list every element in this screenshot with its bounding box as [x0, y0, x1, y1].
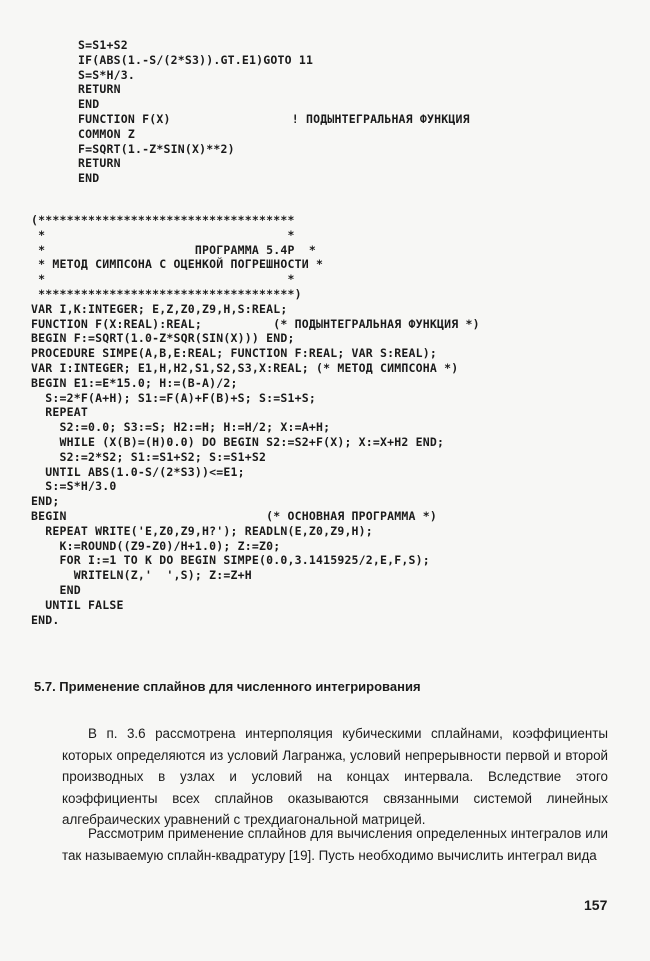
pascal-code-line: VAR I,K:INTEGER; E,Z,Z0,Z9,H,S:REAL; — [31, 301, 288, 316]
pascal-code-line: WRITELN(Z,' ',S); Z:=Z+H — [31, 568, 252, 583]
pascal-code-line: * МЕТОД СИМПСОНА С ОЦЕНКОЙ ПОГРЕШНОСТИ * — [31, 257, 324, 272]
fortran-code-listing — [78, 38, 470, 186]
pascal-code-line: REPEAT — [31, 405, 88, 420]
pascal-code-line: BEGIN (* ОСНОВНАЯ ПРОГРАММА *) — [31, 508, 438, 523]
pascal-code-line: FUNCTION F(X:REAL):REAL; (* ПОДЫНТЕГРАЛЬНАЯ ФУНКЦИЯ *) — [31, 316, 480, 331]
pascal-code-line: BEGIN E1:=E*15.0; H:=(B-A)/2; — [31, 375, 238, 390]
fortran-code-line: COMMON Z — [78, 126, 135, 141]
fortran-code-line: S=S1+S2 — [78, 38, 128, 52]
pascal-code-line: PROCEDURE SIMPE(A,B,E:REAL; FUNCTION F:REAL; VAR S:REAL); — [31, 346, 438, 361]
pascal-code-line: REPEAT WRITE('E,Z0,Z9,H?'); READLN(E,Z0,Z9,H); — [31, 523, 373, 538]
fortran-code-line: S=S*H/3. — [78, 67, 135, 82]
pascal-code-line: UNTIL FALSE — [31, 597, 124, 612]
pascal-code-line: END — [31, 582, 81, 597]
pascal-code-line: S2:=0.0; S3:=S; H2:=H; H:=H/2; X:=A+H; — [31, 420, 331, 435]
fortran-code-line: F=SQRT(1.-Z*SIN(X)**2) — [78, 141, 235, 156]
pascal-code-line: * * — [31, 227, 295, 242]
body-paragraph-2: Рассмотрим применение сплайнов для вычисления определенных интегралов или так называемую сплайн-квадратуру [19]. Пусть необходимо вычислить интеграл вида — [62, 826, 608, 863]
page-number: 157 — [584, 897, 608, 913]
fortran-code-line: RETURN — [78, 156, 121, 171]
pascal-code-line: END; — [31, 494, 60, 509]
section-heading: 5.7. Применение сплайнов для численного интегрирования — [34, 679, 421, 694]
pascal-code-line: END. — [31, 612, 60, 627]
fortran-code-line: END — [78, 97, 100, 112]
fortran-code-line: FUNCTION F(X) ! ПОДЫНТЕГРАЛЬНАЯ ФУНКЦИЯ — [78, 111, 470, 126]
pascal-code-line: * * — [31, 272, 295, 287]
body-paragraph-1: В п. 3.6 рассмотрена интерполяция кубическими сплайнами, коэффициенты которых определяются из условий Лагранжа, условий непрерывности первой и второй производных в узлах и условий на концах интервала. Вследствие этого коэффициенты всех сплайнов оказываются связанными системой линейных алгебраических уравнений с трехдиагональной матрицей. — [62, 726, 608, 827]
pascal-code-line: BEGIN F:=SQRT(1.0-Z*SQR(SIN(X))) END; — [31, 331, 295, 346]
pascal-code-line: WHILE (X(B)=(H)0.0) DO BEGIN S2:=S2+F(X); X:=X+H2 END; — [31, 434, 445, 449]
pascal-code-line: VAR I:INTEGER; E1,H,H2,S1,S2,S3,X:REAL; (* МЕТОД СИМПСОНА *) — [31, 360, 459, 375]
pascal-code-line: * ПРОГРАММА 5.4Р * — [31, 242, 316, 257]
pascal-code-line: S:=2*F(A+H); S1:=F(A)+F(B)+S; S:=S1+S; — [31, 390, 316, 405]
fortran-code-line: END — [78, 171, 100, 186]
pascal-code-line: S:=S*H/3.0 — [31, 479, 117, 494]
pascal-code-line: FOR I:=1 TO K DO BEGIN SIMPE(0.0,3.1415925/2,E,F,S); — [31, 553, 430, 568]
pascal-code-listing — [31, 213, 480, 627]
pascal-code-line: (************************************ — [31, 213, 295, 227]
pascal-code-line: K:=ROUND((Z9-Z0)/H+1.0); Z:=Z0; — [31, 538, 281, 553]
pascal-code-line: UNTIL ABS(1.0-S/(2*S3))<=E1; — [31, 464, 245, 479]
fortran-code-line: RETURN — [78, 82, 121, 97]
fortran-code-line: IF(ABS(1.-S/(2*S3)).GT.E1)GOTO 11 — [78, 52, 314, 67]
pascal-code-line: ************************************) — [31, 286, 302, 301]
pascal-code-line: S2:=2*S2; S1:=S1+S2; S:=S1+S2 — [31, 449, 267, 464]
